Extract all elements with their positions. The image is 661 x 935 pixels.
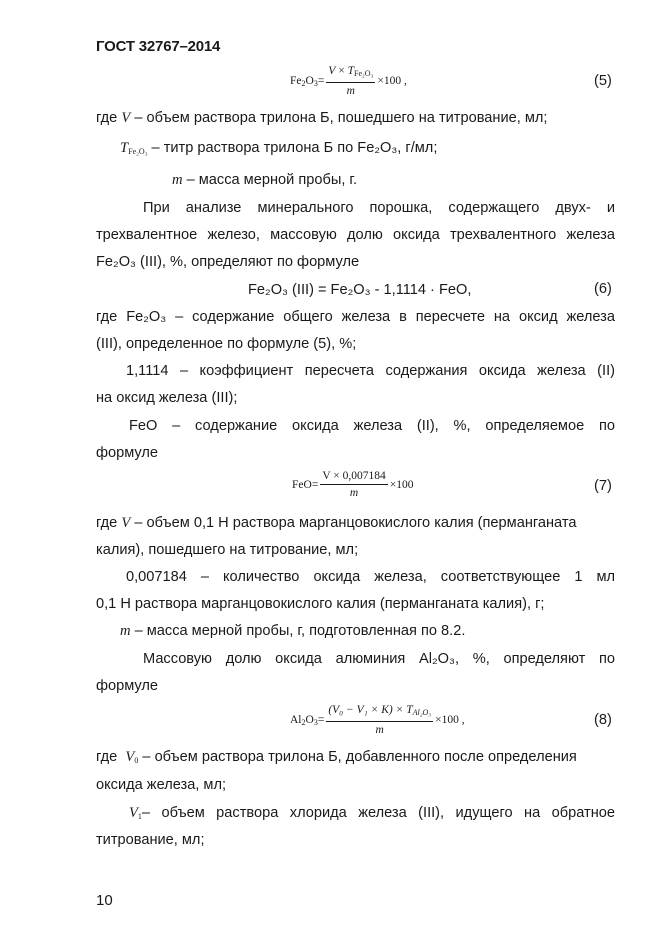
formula-5-fraction bbox=[326, 64, 375, 98]
definition-v1-line2: титрование, мл; bbox=[96, 832, 205, 848]
definition-feo-line2: формуле bbox=[96, 445, 159, 461]
definition-v: где V – объем раствора трилона Б, пошедшего на титрование, мл; bbox=[96, 110, 548, 126]
paragraph-iron-intro-line2: трехвалентное железо, массовую долю оксида трехвалентного железа bbox=[96, 227, 615, 243]
definition-v0-line2: оксида железа, мл; bbox=[96, 777, 227, 793]
definition-mass-sample: m – масса мерной пробы, г, подготовленная по 8.2. bbox=[120, 623, 466, 639]
formula-5-denominator: m bbox=[346, 85, 355, 97]
equation-number-5: (5) bbox=[594, 73, 612, 89]
definition-v1-line1: $V_1$ – объем раствора хлорида железа (III), идущего на обратное bbox=[129, 805, 615, 821]
definition-total-iron-line2: (III), определенное по формуле (5), %; bbox=[96, 336, 357, 352]
paragraph-alumina-line1: Массовую долю оксида алюминия Al₂O₃, %, определяют по bbox=[143, 651, 615, 667]
formula-8-lhs: $Al_2O_3$ bbox=[290, 713, 318, 727]
formula-8 bbox=[290, 703, 465, 737]
standard-header: ГОСТ 32767–2014 bbox=[96, 38, 221, 55]
formula-5-numerator: $V \times T_{Fe_2O_3}$ bbox=[326, 64, 375, 83]
equation-number-6: (6) bbox=[594, 281, 612, 297]
definition-v-permanganate-line1: где V – объем 0,1 Н раствора марганцовокислого калия (перманганата bbox=[96, 515, 577, 531]
definition-iron-quantity-line1: 0,007184 – количество оксида железа, соответствующее 1 мл bbox=[126, 569, 615, 585]
paragraph-iron-intro-line1: При анализе минерального порошка, содержащего двух- и bbox=[143, 200, 615, 216]
formula-8-numerator: $(V_0 - V_1 \times K) \times T_{Al_2O_3}$ bbox=[326, 703, 433, 722]
definition-iron-quantity-line2: 0,1 Н раствора марганцовокислого калия (перманганата калия), г; bbox=[96, 596, 545, 612]
formula-8-fraction bbox=[326, 703, 433, 737]
formula-5-equals: = bbox=[317, 75, 325, 87]
formula-6: Fe₂O₃ (III) = Fe₂O₃ - 1,1114 · FeO, bbox=[248, 282, 472, 298]
definition-coefficient-line1: 1,1114 – коэффициент пересчета содержания оксида железа (II) bbox=[126, 363, 615, 379]
definition-total-iron-line1: где Fe₂O₃ – содержание общего железа в пересчете на оксид железа bbox=[96, 309, 615, 325]
formula-7-numerator: V × 0,007184 bbox=[320, 469, 387, 485]
paragraph-alumina-line2: формуле bbox=[96, 678, 159, 694]
formula-8-tail: ×100 , bbox=[435, 714, 465, 726]
formula-8-equals: = bbox=[317, 714, 325, 726]
formula-7-fraction bbox=[320, 469, 387, 500]
formula-7-denominator: m bbox=[349, 487, 359, 499]
formula-7-lhs: FeO bbox=[292, 478, 312, 491]
paragraph-iron-intro-line3: Fe₂O₃ (III), %, определяют по формуле bbox=[96, 254, 360, 270]
formula-7-tail: ×100 bbox=[389, 478, 414, 491]
definition-v0-line1: где $V_0$ – объем раствора трилона Б, добавленного после определения bbox=[96, 749, 577, 765]
formula-7 bbox=[292, 469, 414, 500]
formula-5-tail: ×100 , bbox=[377, 75, 407, 87]
definition-coefficient-line2: на оксид железа (III); bbox=[96, 390, 238, 406]
definition-mass: m – масса мерной пробы, г. bbox=[172, 172, 358, 188]
formula-7-equals: = bbox=[311, 478, 319, 491]
formula-8-denominator: m bbox=[375, 724, 384, 736]
definition-titer: $T_{Fe_2O_3}$ – титр раствора трилона Б по Fe₂O₃, г/мл; bbox=[120, 140, 438, 156]
equation-number-8: (8) bbox=[594, 712, 612, 728]
page-number: 10 bbox=[96, 892, 113, 909]
equation-number-7: (7) bbox=[594, 478, 612, 494]
definition-v-permanganate-line2: калия), пошедшего на титрование, мл; bbox=[96, 542, 359, 558]
formula-5-lhs: $Fe_2O_3$ bbox=[290, 74, 318, 88]
definition-feo-line1: FeO – содержание оксида железа (II), %, определяемое по bbox=[129, 418, 615, 434]
formula-5 bbox=[290, 64, 407, 98]
